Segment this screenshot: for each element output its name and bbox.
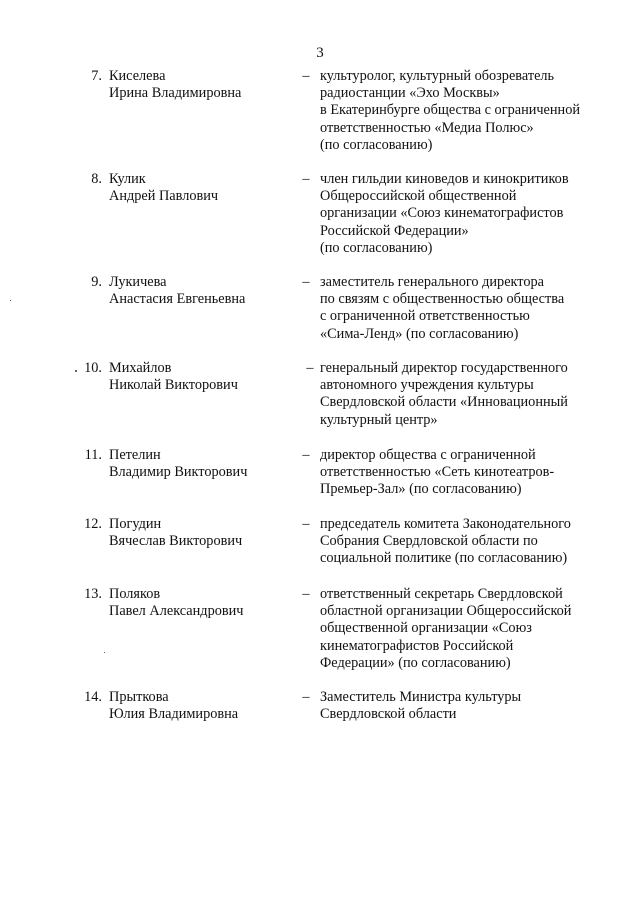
separator-dash: –: [302, 274, 310, 290]
member-given-names: Анастасия Евгеньевна: [109, 291, 246, 308]
separator-dash: –: [302, 68, 310, 84]
member-given-names: Вячеслав Викторович: [109, 533, 243, 550]
member-given-names: Андрей Павлович: [109, 188, 219, 205]
scan-speck: [10, 300, 11, 301]
position-line: культурный центр»: [320, 411, 438, 428]
position-line: Свердловской области «Инновационный: [320, 394, 568, 411]
position-line: (по согласованию): [320, 239, 433, 256]
position-line: Общероссийской общественной: [320, 188, 517, 205]
position-line: Заместитель Министра культуры: [320, 689, 522, 705]
member-given-names: Ирина Владимировна: [109, 85, 242, 102]
member-name: [109, 360, 289, 394]
member-surname: Киселева: [109, 68, 166, 84]
position-line: по связям с общественностью общества: [320, 291, 565, 308]
member-position: [320, 689, 610, 723]
position-line: социальной политике (по согласованию): [320, 550, 568, 567]
member-surname: Михайлов: [109, 360, 172, 376]
member-name: [109, 274, 289, 308]
member-surname: Кулик: [109, 171, 146, 187]
position-line: директор общества с ограниченной: [320, 447, 536, 463]
member-surname: Прыткова: [109, 689, 169, 705]
position-line: культуролог, культурный обозреватель: [320, 68, 555, 84]
scan-speck: [104, 652, 105, 653]
page-number: 3: [316, 45, 324, 61]
position-line: с ограниченной ответственностью: [320, 308, 530, 325]
member-position: [320, 360, 610, 429]
position-line: председатель комитета Законодательного: [320, 516, 571, 532]
member-surname: Лукичева: [109, 274, 167, 290]
member-name: [109, 171, 289, 205]
position-line: ответственностью «Медиа Полюс»: [320, 119, 534, 136]
member-position: [320, 274, 610, 343]
position-line: (по согласованию): [320, 136, 433, 153]
member-position: [320, 68, 610, 154]
position-line: «Сима-Ленд» (по согласованию): [320, 325, 519, 342]
member-name: [109, 447, 289, 481]
separator-dash: –: [302, 516, 310, 532]
entry-number: 13.: [84, 586, 102, 602]
separator-dash: –: [306, 360, 314, 376]
position-line: общественной организации «Союз: [320, 620, 532, 637]
member-position: [320, 516, 610, 568]
separator-dash: –: [302, 586, 310, 602]
entry-number: 7.: [91, 68, 102, 84]
member-surname: Поляков: [109, 586, 161, 602]
separator-dash: –: [302, 689, 310, 705]
position-line: член гильдии киноведов и кинокритиков: [320, 171, 569, 187]
entry-number: 11.: [84, 447, 102, 463]
entry-number: 8.: [91, 171, 102, 187]
separator-dash: –: [302, 447, 310, 463]
position-line: кинематографистов Российской: [320, 637, 514, 654]
member-position: [320, 171, 610, 257]
member-surname: Погудин: [109, 516, 162, 532]
position-line: Федерации» (по согласованию): [320, 654, 511, 671]
position-line: ответственностью «Сеть кинотеатров-: [320, 464, 555, 481]
separator-dash: –: [302, 171, 310, 187]
position-line: Свердловской области: [320, 706, 457, 723]
position-line: заместитель генерального директора: [320, 274, 545, 290]
position-line: организации «Союз кинематографистов: [320, 205, 564, 222]
position-line: генеральный директор государственного: [320, 360, 568, 376]
entry-number: 12.: [84, 516, 102, 532]
member-surname: Петелин: [109, 447, 161, 463]
entry-number: 10.: [84, 360, 102, 376]
position-line: Собрания Свердловской области по: [320, 533, 538, 550]
member-name: [109, 516, 289, 550]
member-position: [320, 447, 610, 499]
scan-speck: [75, 370, 77, 372]
position-line: в Екатеринбурге общества с ограниченной: [320, 102, 581, 119]
position-line: областной организации Общероссийской: [320, 603, 572, 620]
member-position: [320, 586, 610, 672]
entry-number: 9.: [91, 274, 102, 290]
member-name: [109, 586, 289, 620]
member-name: [109, 689, 289, 723]
position-line: Премьер-Зал» (по согласованию): [320, 481, 522, 498]
position-line: Российской Федерации»: [320, 222, 469, 239]
member-given-names: Николай Викторович: [109, 377, 238, 394]
entry-number: 14.: [84, 689, 102, 705]
member-given-names: Павел Александрович: [109, 603, 244, 620]
position-line: автономного учреждения культуры: [320, 377, 534, 394]
member-given-names: Владимир Викторович: [109, 464, 248, 481]
member-given-names: Юлия Владимировна: [109, 706, 239, 723]
member-name: [109, 68, 289, 102]
position-line: радиостанции «Эхо Москвы»: [320, 85, 500, 102]
position-line: ответственный секретарь Свердловской: [320, 586, 563, 602]
